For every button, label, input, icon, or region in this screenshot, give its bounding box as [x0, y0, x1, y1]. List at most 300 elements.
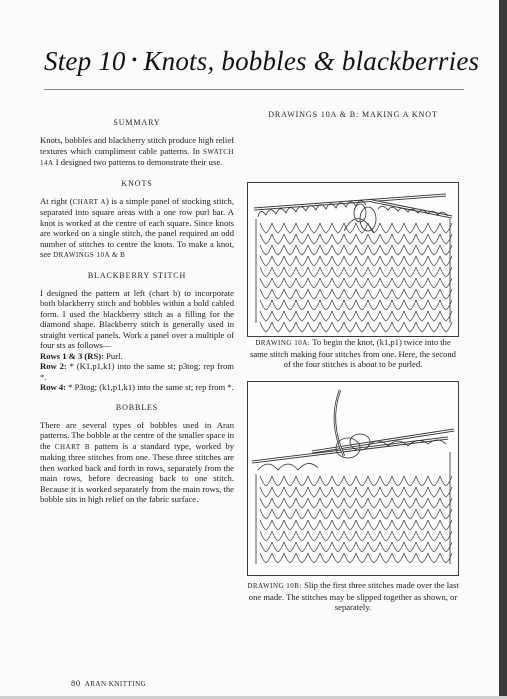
drawing-10b-label: DRAWING 10B: — [247, 582, 302, 590]
stitch-loop — [380, 289, 392, 299]
stitch-loop — [356, 553, 368, 563]
stitch-loop — [332, 311, 344, 321]
stitch-loop — [308, 311, 320, 321]
stitch-loop — [296, 531, 308, 541]
stitch-loop — [404, 487, 416, 497]
stitch-loop — [320, 322, 332, 332]
stitch-loop — [344, 542, 356, 552]
stitch-loop — [416, 311, 428, 321]
stitch-loop — [416, 531, 428, 541]
bobbles-text — [40, 420, 234, 505]
stitch-loop — [296, 256, 308, 266]
stitch-loop — [416, 289, 428, 299]
stitch-loop — [428, 256, 440, 266]
stitch-loop — [404, 531, 416, 541]
stitch-loop — [368, 256, 380, 266]
stitch-loop — [404, 234, 416, 244]
stitch-loop — [332, 553, 344, 563]
stitch-loop — [308, 234, 320, 244]
drawings-heading-wrap — [247, 110, 459, 119]
stitch-loop — [332, 245, 344, 255]
stitch-loop — [272, 553, 284, 563]
stitch-loop — [332, 322, 344, 332]
drawing-10b-caption — [247, 580, 459, 613]
stitch-loop — [404, 542, 416, 552]
stitch-loop — [260, 245, 272, 255]
stitch-loop — [380, 531, 392, 541]
stitch-loop — [380, 278, 392, 288]
rows-1-3-label: Rows 1 & 3 (RS): — [40, 350, 104, 361]
stitch-loop — [368, 289, 380, 299]
left-column — [40, 118, 234, 505]
stitch-loop — [272, 498, 284, 508]
stitch-loop — [404, 289, 416, 299]
stitch-loop — [260, 542, 272, 552]
stitch-loop — [284, 542, 296, 552]
stitch-loop — [344, 553, 356, 563]
stitch-loop — [380, 509, 392, 519]
stitch-loop — [356, 520, 368, 530]
stitch-loop — [296, 289, 308, 299]
stitch-loop — [416, 278, 428, 288]
stitch-loop — [308, 267, 320, 277]
stitch-loop — [392, 256, 404, 266]
stitch-loop — [392, 476, 404, 486]
stitch-loop — [392, 234, 404, 244]
stitch-loop — [308, 278, 320, 288]
drawing-10a-illustration — [248, 183, 458, 336]
stitch-loop — [272, 223, 284, 233]
stitch-loop — [428, 322, 440, 332]
stitch-loop — [368, 234, 380, 244]
stitch-loop — [320, 509, 332, 519]
stitch-loop — [428, 267, 440, 277]
stitch-loop — [272, 278, 284, 288]
stitch-loop — [272, 267, 284, 277]
drawing-10a-text: To begin the knot, (k1,p1) twice into the same stitch making four stitches from one. Here, the second of the four stitches is about to be purled. — [250, 337, 456, 369]
bobbles-text-a: There are several types of bobbles used in Aran patterns. The bobble at the centre of the smaller space in the — [40, 419, 234, 451]
stitch-loop — [260, 223, 272, 233]
stitch-loop — [344, 256, 356, 266]
stitch-loop — [308, 553, 320, 563]
stitch-loop — [404, 520, 416, 530]
stitch-loop — [260, 278, 272, 288]
stitch-loop — [296, 553, 308, 563]
stitch-loop — [368, 300, 380, 310]
stitch-loop — [320, 289, 332, 299]
running-title: ARAN KNITTING — [84, 680, 147, 688]
row-4-label: Row 4: — [40, 382, 67, 392]
stitch-loop — [272, 520, 284, 530]
stitch-loop — [320, 234, 332, 244]
stitch-loop — [392, 542, 404, 552]
stitch-loop — [392, 245, 404, 255]
stitch-loop — [416, 322, 428, 332]
stitch-loop — [320, 278, 332, 288]
stitch-loop — [308, 300, 320, 310]
stitch-loop — [320, 487, 332, 497]
stitch-loop — [392, 289, 404, 299]
row-2 — [40, 361, 234, 382]
page-edge-shadow — [499, 0, 507, 699]
drawing-10a-frame — [247, 182, 459, 337]
stitch-loop — [296, 300, 308, 310]
stitch-loop — [380, 520, 392, 530]
title-step: Step 10 — [44, 46, 126, 76]
drawings-heading: DRAWINGS 10A & B: MAKING A KNOT — [268, 110, 438, 119]
stitch-loop — [284, 553, 296, 563]
chart-a-reference: CHART A — [72, 197, 106, 206]
stitch-loop — [392, 278, 404, 288]
stitch-loop — [368, 322, 380, 332]
stitch-loop — [404, 278, 416, 288]
stitch-loop — [272, 256, 284, 266]
stitch-loop — [380, 487, 392, 497]
stitch-loop — [296, 509, 308, 519]
stitch-loop — [260, 300, 272, 310]
stitch-loop — [284, 487, 296, 497]
stitch-loop — [416, 509, 428, 519]
stitch-loop — [356, 531, 368, 541]
stitch-loop — [428, 542, 440, 552]
stitch-loop — [356, 289, 368, 299]
stitch-loop — [416, 245, 428, 255]
stitch-loop — [344, 487, 356, 497]
drawing-10b-text: Slip the first three stitches made over the last one made. The stitches may be slipped together as shown, or separately. — [248, 580, 459, 612]
stitch-loop — [344, 498, 356, 508]
stitch-loop — [272, 245, 284, 255]
stitch-loop — [260, 520, 272, 530]
stitch-loop — [332, 509, 344, 519]
rows-1-3-text: Purl. — [103, 350, 123, 361]
stitch-loop — [428, 509, 440, 519]
stitch-loop — [344, 300, 356, 310]
stitch-loop — [404, 223, 416, 233]
stitch-loop — [404, 498, 416, 508]
stitch-loop — [284, 256, 296, 266]
stitch-loop — [380, 234, 392, 244]
stitch-loop — [380, 311, 392, 321]
stitch-loop — [416, 553, 428, 563]
stitch-loop — [392, 531, 404, 541]
stitch-loop — [380, 553, 392, 563]
stitch-loop — [380, 300, 392, 310]
knots-text-a: At right ( — [40, 195, 73, 206]
stitch-loop — [404, 256, 416, 266]
stitch-loop — [368, 278, 380, 288]
stitch-loop — [392, 487, 404, 497]
drawing-10b-illustration — [248, 382, 458, 575]
stitch-loop — [356, 498, 368, 508]
stitch-loop — [308, 476, 320, 486]
stitch-loop — [368, 553, 380, 563]
rows-1-3 — [40, 351, 234, 362]
stitch-loop — [296, 476, 308, 486]
stitch-loop — [344, 509, 356, 519]
knots-text-b: ) is a simple panel of stocking stitch, separated into square areas with a one row purl bar. A knot is worked at the centre of each square. Since knots are worked on a single stitch, the panel required an odd number of stitches to centre the knots. To make a knot, see — [40, 195, 234, 259]
drawing-10a-label: DRAWING 10A: — [255, 339, 311, 347]
stitch-loop — [404, 311, 416, 321]
stitch-loop — [284, 223, 296, 233]
stitch-loop — [260, 531, 272, 541]
stitch-loop — [284, 509, 296, 519]
stitch-loop — [380, 223, 392, 233]
page-footer — [71, 678, 146, 688]
stitch-loop — [404, 476, 416, 486]
stitch-loop — [344, 289, 356, 299]
stitch-loop — [344, 531, 356, 541]
stitch-loop — [428, 245, 440, 255]
stitch-loop — [284, 300, 296, 310]
stitch-loop — [380, 322, 392, 332]
title-subject: Knots, bobbles & blackberries — [143, 46, 480, 76]
stitch-loop — [284, 498, 296, 508]
stitch-loop — [356, 256, 368, 266]
stitch-loop — [356, 476, 368, 486]
stitch-loop — [284, 531, 296, 541]
stitch-loop — [356, 300, 368, 310]
stitch-loop — [392, 520, 404, 530]
stitch-loop — [428, 289, 440, 299]
stitch-loop — [260, 553, 272, 563]
stitch-loop — [416, 542, 428, 552]
stitch-loop — [344, 278, 356, 288]
swatch-reference: SWATCH 14A — [40, 147, 234, 167]
stitch-loop — [272, 476, 284, 486]
stitch-loop — [260, 476, 272, 486]
stitch-loop — [392, 509, 404, 519]
stitch-loop — [428, 531, 440, 541]
stitch-loop — [356, 509, 368, 519]
stitch-loop — [356, 278, 368, 288]
stitch-loop — [308, 289, 320, 299]
stitch-loop — [368, 476, 380, 486]
stitch-loop — [380, 267, 392, 277]
chart-b-reference: CHART B — [54, 442, 91, 451]
stitch-loop — [392, 498, 404, 508]
stitch-loop — [320, 245, 332, 255]
bobbles-heading: BOBBLES — [115, 402, 159, 412]
stitch-loop — [296, 498, 308, 508]
stitch-loop — [392, 223, 404, 233]
stitch-loop — [296, 520, 308, 530]
stitch-loop — [356, 487, 368, 497]
stitch-loop — [272, 487, 284, 497]
stitch-loop — [368, 498, 380, 508]
drawing-10b-frame — [247, 381, 459, 576]
stitch-loop — [404, 267, 416, 277]
stitch-loop — [320, 267, 332, 277]
stitch-loop — [404, 553, 416, 563]
summary-text — [40, 135, 234, 169]
stitch-loop — [260, 267, 272, 277]
stitch-loop — [416, 476, 428, 486]
stitch-loop — [332, 520, 344, 530]
stitch-loop — [272, 322, 284, 332]
row-2-text: * (K1,p1,k1) into the same st; p3tog; rep from *. — [40, 361, 234, 382]
summary-text-b: I designed two patterns to demonstrate their use. — [53, 157, 223, 167]
stitch-loop — [284, 267, 296, 277]
stitch-loop — [416, 223, 428, 233]
row-2-label: Row 2: — [40, 361, 67, 371]
stitch-loop — [296, 234, 308, 244]
bobbles-text-b: pattern is a standard type, worked by making three stitches from one. These three stitches are then worked back and forth in rows, separately from the main rows, before decreasing back to one stitch. Because it is worked separately from the main rows, the bobble sits in high relief on the fabric surface. — [40, 440, 234, 504]
stitch-loop — [296, 267, 308, 277]
blackberry-text: I designed the pattern at left (chart b) to incorporate both blackberry stitch and bobbles within a bold cabled form. I used the blackberry stitch as a filling for the diamond shape. Blackberry stitch is generally used in straight vertical panels. Work a panel over a multiple of four sts as follows— — [40, 287, 234, 350]
page-title — [44, 46, 480, 77]
stitch-loop — [272, 542, 284, 552]
stitch-loop — [380, 256, 392, 266]
stitch-loop — [368, 311, 380, 321]
stitch-loop — [356, 234, 368, 244]
stitch-loop — [440, 322, 452, 332]
drawing-10a-caption — [247, 337, 459, 370]
stitch-loop — [260, 487, 272, 497]
row-4 — [40, 382, 234, 393]
summary-text-a: Knots, bobbles and blackberry stitch produce high relief textures which compliment cable patterns. In — [40, 135, 234, 156]
stitch-loop — [428, 278, 440, 288]
stitch-loop — [380, 498, 392, 508]
stitch-loop — [428, 311, 440, 321]
stitch-loop — [356, 542, 368, 552]
blackberry-heading: BLACKBERRY STITCH — [87, 270, 187, 280]
stitch-loop — [332, 542, 344, 552]
stitch-loop — [344, 520, 356, 530]
stitch-loop — [260, 256, 272, 266]
stitch-loop — [380, 542, 392, 552]
stitch-loop — [344, 476, 356, 486]
stitch-loop — [320, 476, 332, 486]
stitch-loop — [320, 553, 332, 563]
stitch-loop — [416, 256, 428, 266]
stitch-loop — [296, 487, 308, 497]
stitch-loop — [296, 311, 308, 321]
drawings-reference: DRAWINGS 10A & B — [53, 251, 126, 259]
stitch-loop — [320, 300, 332, 310]
stitch-loop — [428, 487, 440, 497]
stitch-loop — [320, 498, 332, 508]
stitch-loop — [332, 531, 344, 541]
stitch-loop — [428, 234, 440, 244]
stitch-loop — [284, 289, 296, 299]
stitch-loop — [308, 256, 320, 266]
stitch-loop — [332, 278, 344, 288]
stitch-loop — [416, 498, 428, 508]
stitch-loop — [404, 300, 416, 310]
stitch-loop — [308, 223, 320, 233]
stitch-loop — [332, 234, 344, 244]
stitch-loop — [428, 476, 440, 486]
stitch-loop — [416, 267, 428, 277]
page-number: 80 — [71, 678, 81, 688]
stitch-loop — [284, 322, 296, 332]
stitch-loop — [332, 256, 344, 266]
stitch-loop — [416, 520, 428, 530]
stitch-loop — [308, 542, 320, 552]
stitch-loop — [260, 509, 272, 519]
stitch-loop — [356, 267, 368, 277]
stitch-loop — [368, 542, 380, 552]
stitch-loop — [392, 553, 404, 563]
stitch-loop — [260, 289, 272, 299]
stitch-loop — [428, 300, 440, 310]
stitch-loop — [272, 300, 284, 310]
stitch-loop — [272, 531, 284, 541]
stitch-loop — [284, 278, 296, 288]
stitch-loop — [428, 520, 440, 530]
stitch-loop — [272, 509, 284, 519]
stitch-loop — [404, 245, 416, 255]
stitch-loop — [332, 498, 344, 508]
stitch-loop — [344, 223, 356, 233]
knots-heading: KNOTS — [121, 178, 153, 188]
stitch-loop — [404, 509, 416, 519]
stitch-loop — [368, 245, 380, 255]
row-4-text: * P3tog; (k1,p1,k1) into the same st; rep from *. — [66, 382, 234, 392]
stitch-loop — [344, 245, 356, 255]
stitch-loop — [404, 322, 416, 332]
stitch-loop — [308, 509, 320, 519]
stitch-loop — [260, 498, 272, 508]
stitch-loop — [392, 311, 404, 321]
stitch-loop — [344, 322, 356, 332]
stitch-loop — [320, 223, 332, 233]
stitch-loop — [356, 322, 368, 332]
stitch-loop — [308, 245, 320, 255]
stitch-loop — [344, 234, 356, 244]
stitch-loop — [392, 300, 404, 310]
stitch-loop — [260, 234, 272, 244]
stitch-loop — [428, 553, 440, 563]
stitch-loop — [332, 289, 344, 299]
stitch-loop — [344, 267, 356, 277]
stitch-loop — [296, 322, 308, 332]
stitch-loop — [320, 520, 332, 530]
summary-heading: SUMMARY — [113, 118, 161, 127]
stitch-loop — [428, 498, 440, 508]
stitch-loop — [428, 223, 440, 233]
stitch-loop — [284, 234, 296, 244]
stitch-loop — [368, 487, 380, 497]
stitch-loop — [392, 322, 404, 332]
stitch-loop — [308, 322, 320, 332]
stitch-loop — [380, 476, 392, 486]
stitch-loop — [284, 476, 296, 486]
stitch-loop — [284, 245, 296, 255]
stitch-loop — [332, 267, 344, 277]
stitch-loop — [356, 245, 368, 255]
title-bullet: • — [131, 52, 138, 69]
stitch-loop — [308, 487, 320, 497]
stitch-loop — [272, 234, 284, 244]
stitch-loop — [416, 234, 428, 244]
stitch-loop — [320, 531, 332, 541]
stitch-loop — [368, 267, 380, 277]
stitch-loop — [308, 498, 320, 508]
stitch-loop — [356, 311, 368, 321]
stitch-loop — [380, 245, 392, 255]
stitch-loop — [284, 520, 296, 530]
stitch-loop — [392, 267, 404, 277]
stitch-loop — [332, 487, 344, 497]
stitch-loop — [260, 311, 272, 321]
stitch-loop — [344, 311, 356, 321]
title-rule — [44, 89, 464, 90]
stitch-loop — [368, 509, 380, 519]
stitch-loop — [416, 300, 428, 310]
stitch-loop — [260, 322, 272, 332]
stitch-loop — [308, 531, 320, 541]
